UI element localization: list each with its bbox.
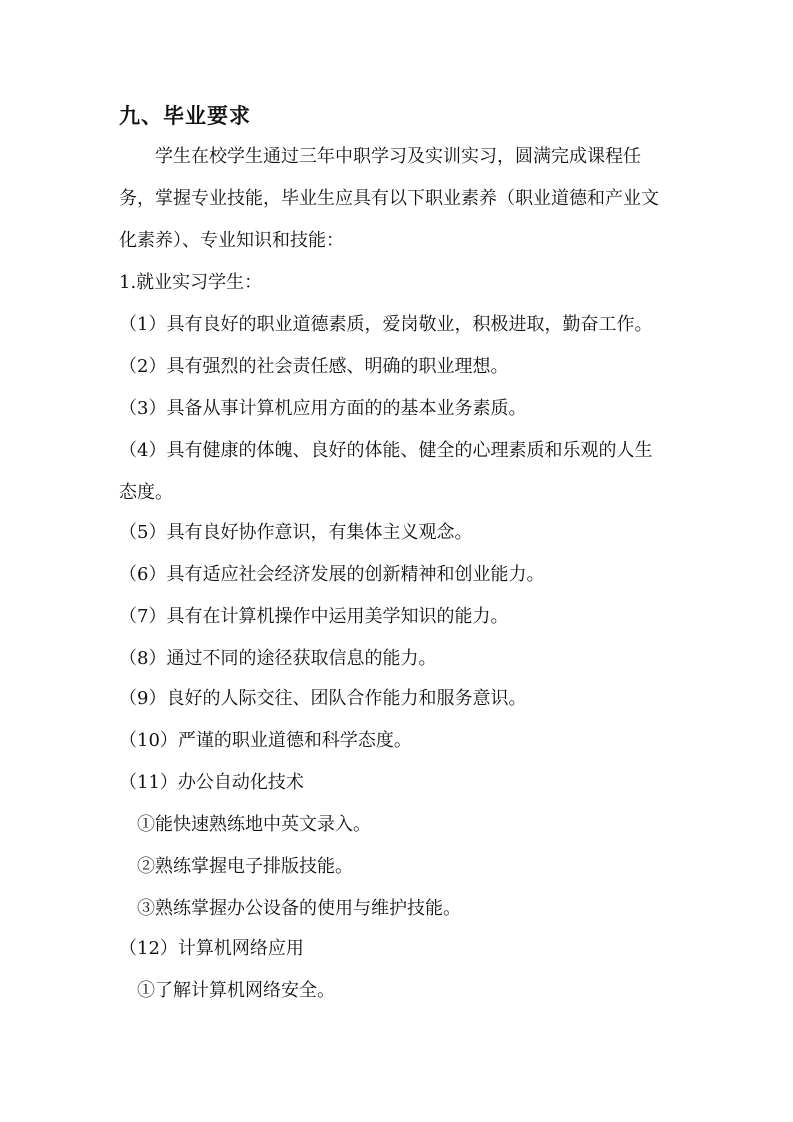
sub-list-item: ①能快速熟练地中英文录入。 (137, 814, 371, 835)
subsection-title: 1.就业实习学生： (119, 272, 263, 293)
list-item: （12）计算机网络应用 (119, 938, 304, 959)
list-item: （9）良好的人际交往、团队合作能力和服务意识。 (119, 688, 527, 709)
list-item: （10）严谨的职业道德和科学态度。 (119, 730, 412, 751)
list-item: （4）具有健康的体魄、良好的体能、健全的心理素质和乐观的人生 (119, 440, 653, 461)
list-item: （2）具有强烈的社会责任感、明确的职业理想。 (119, 356, 509, 377)
list-item: （11）办公自动化技术 (119, 772, 304, 793)
list-item: （5）具有良好协作意识，有集体主义观念。 (119, 522, 473, 543)
list-item: （6）具有适应社会经济发展的创新精神和创业能力。 (119, 564, 545, 585)
list-item: （1）具有良好的职业道德素质，爱岗敬业，积极进取，勤奋工作。 (119, 314, 653, 335)
intro-line-2: 务，掌握专业技能，毕业生应具有以下职业素养（职业道德和产业文 (119, 188, 659, 209)
list-item: （8）通过不同的途径获取信息的能力。 (119, 648, 437, 669)
intro-line-1: 学生在校学生通过三年中职学习及实训实习，圆满完成课程任 (155, 146, 641, 167)
sub-list-item: ①了解计算机网络安全。 (137, 980, 335, 1001)
list-item: （3）具备从事计算机应用方面的的基本业务素质。 (119, 398, 527, 419)
sub-list-item: ③熟练掌握办公设备的使用与维护技能。 (137, 898, 461, 919)
section-heading: 九、毕业要求 (119, 104, 251, 128)
intro-line-3: 化素养）、专业知识和技能： (119, 230, 344, 251)
list-item: （7）具有在计算机操作中运用美学知识的能力。 (119, 606, 509, 627)
sub-list-item: ②熟练掌握电子排版技能。 (137, 856, 353, 877)
list-item-continuation: 态度。 (119, 482, 173, 503)
